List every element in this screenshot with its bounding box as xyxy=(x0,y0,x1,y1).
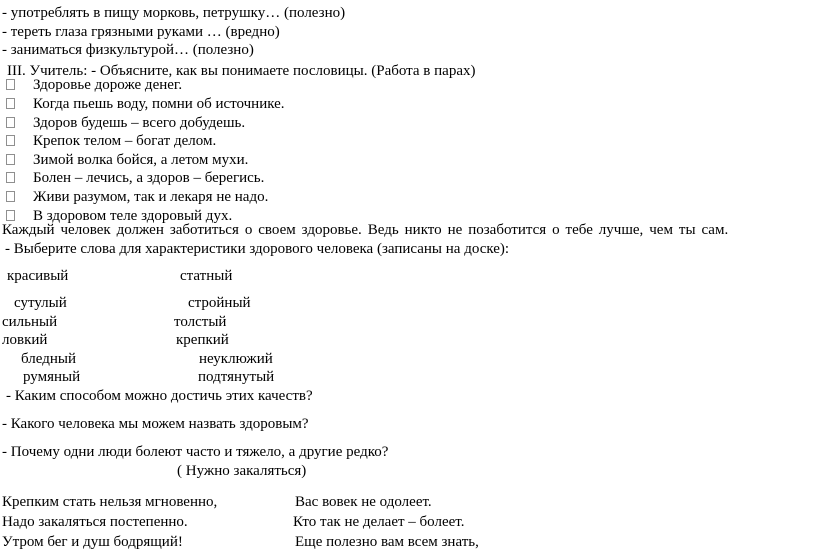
poem-left-line: Надо закаляться постепенно. xyxy=(2,514,188,531)
proverb-item xyxy=(2,76,816,95)
word-left: ловкий xyxy=(2,332,48,349)
summary-paragraph: Каждый человек должен заботиться о своем здоровье. Ведь никто не позаботится о тебе лучше, чем ты сам. xyxy=(2,222,729,239)
intro-item: - тереть глаза грязными руками … (вредно) xyxy=(2,23,280,40)
intro-item: - употреблять в пищу морковь, петрушку… (полезно) xyxy=(2,5,346,21)
word-pair-row xyxy=(2,267,816,286)
word-left: румяный xyxy=(23,369,81,386)
poem-left-line: Утром бег и душ бодрящий! xyxy=(2,534,183,551)
poem-right-line: Еще полезно вам всем знать, xyxy=(295,534,479,551)
word-right: статный xyxy=(180,268,233,285)
bullet-square-icon xyxy=(6,191,15,202)
word-left: красивый xyxy=(7,268,69,285)
proverb-item xyxy=(2,132,816,151)
word-pair-row xyxy=(2,294,816,313)
bullet-square-icon xyxy=(6,117,15,128)
poem-right-line: Вас вовек не одолеет. xyxy=(295,494,432,511)
bullet-square-icon xyxy=(6,154,15,165)
choose-words-prompt: - Выберите слова для характеристики здорового человека (записаны на доске): xyxy=(5,240,510,257)
proverb-text: Зимой волка бойся, а летом мухи. xyxy=(33,151,249,168)
proverb-text: Живи разумом, так и лекаря не надо. xyxy=(33,188,269,205)
poem-row xyxy=(2,492,816,512)
word-pair-row xyxy=(2,313,816,332)
poem-row xyxy=(2,532,816,552)
poem-section xyxy=(2,492,816,552)
question: - Каким способом можно достичь этих качеств? xyxy=(6,387,313,404)
poem-row xyxy=(2,512,816,532)
word-right: неуклюжий xyxy=(199,350,273,367)
proverb-text: Крепок телом – богат делом. xyxy=(33,133,217,150)
questions-section xyxy=(2,387,816,462)
bullet-square-icon xyxy=(6,98,15,109)
word-pair-row xyxy=(2,368,816,387)
word-pairs-section xyxy=(2,267,816,387)
bullet-square-icon xyxy=(6,135,15,146)
word-pair-row xyxy=(2,331,816,350)
proverb-item xyxy=(2,188,816,207)
proverb-text: Здоровье дороже денег. xyxy=(33,77,183,94)
proverbs-list xyxy=(2,76,816,225)
word-right: крепкий xyxy=(176,332,229,349)
bullet-square-icon xyxy=(6,172,15,183)
teacher-instruction: III. Учитель: - Объясните, как вы понимаете пословицы. (Работа в парах) xyxy=(7,62,476,79)
proverb-item xyxy=(2,95,816,114)
proverb-item xyxy=(2,114,816,133)
word-right: стройный xyxy=(188,294,251,311)
word-left: сутулый xyxy=(14,294,67,311)
word-pair-row xyxy=(2,350,816,369)
proverb-text: Когда пьешь воду, помни об источнике. xyxy=(33,95,285,112)
proverb-text: Здоров будешь – всего добудешь. xyxy=(33,114,246,131)
word-left: бледный xyxy=(21,350,76,367)
proverb-item xyxy=(2,169,816,188)
proverb-text: В здоровом теле здоровый дух. xyxy=(33,207,233,224)
poem-left-line: Крепким стать нельзя мгновенно, xyxy=(2,494,218,511)
proverb-item xyxy=(2,207,816,226)
bullet-square-icon xyxy=(6,210,15,221)
bullet-square-icon xyxy=(6,79,15,90)
poem-right-line: Кто так не делает – болеет. xyxy=(293,514,465,531)
word-left: сильный xyxy=(2,313,58,330)
answer-hint: ( Нужно закаляться) xyxy=(177,463,307,480)
proverb-text: Болен – лечись, а здоров – берегись. xyxy=(33,170,265,187)
question: - Почему одни люди болеют часто и тяжело, а другие редко? xyxy=(2,443,389,460)
question: - Какого человека мы можем назвать здоровым? xyxy=(2,415,309,432)
proverb-item xyxy=(2,151,816,170)
word-right: подтянутый xyxy=(198,369,275,386)
intro-item: - заниматься физкультурой… (полезно) xyxy=(2,42,254,59)
word-right: толстый xyxy=(174,313,227,330)
